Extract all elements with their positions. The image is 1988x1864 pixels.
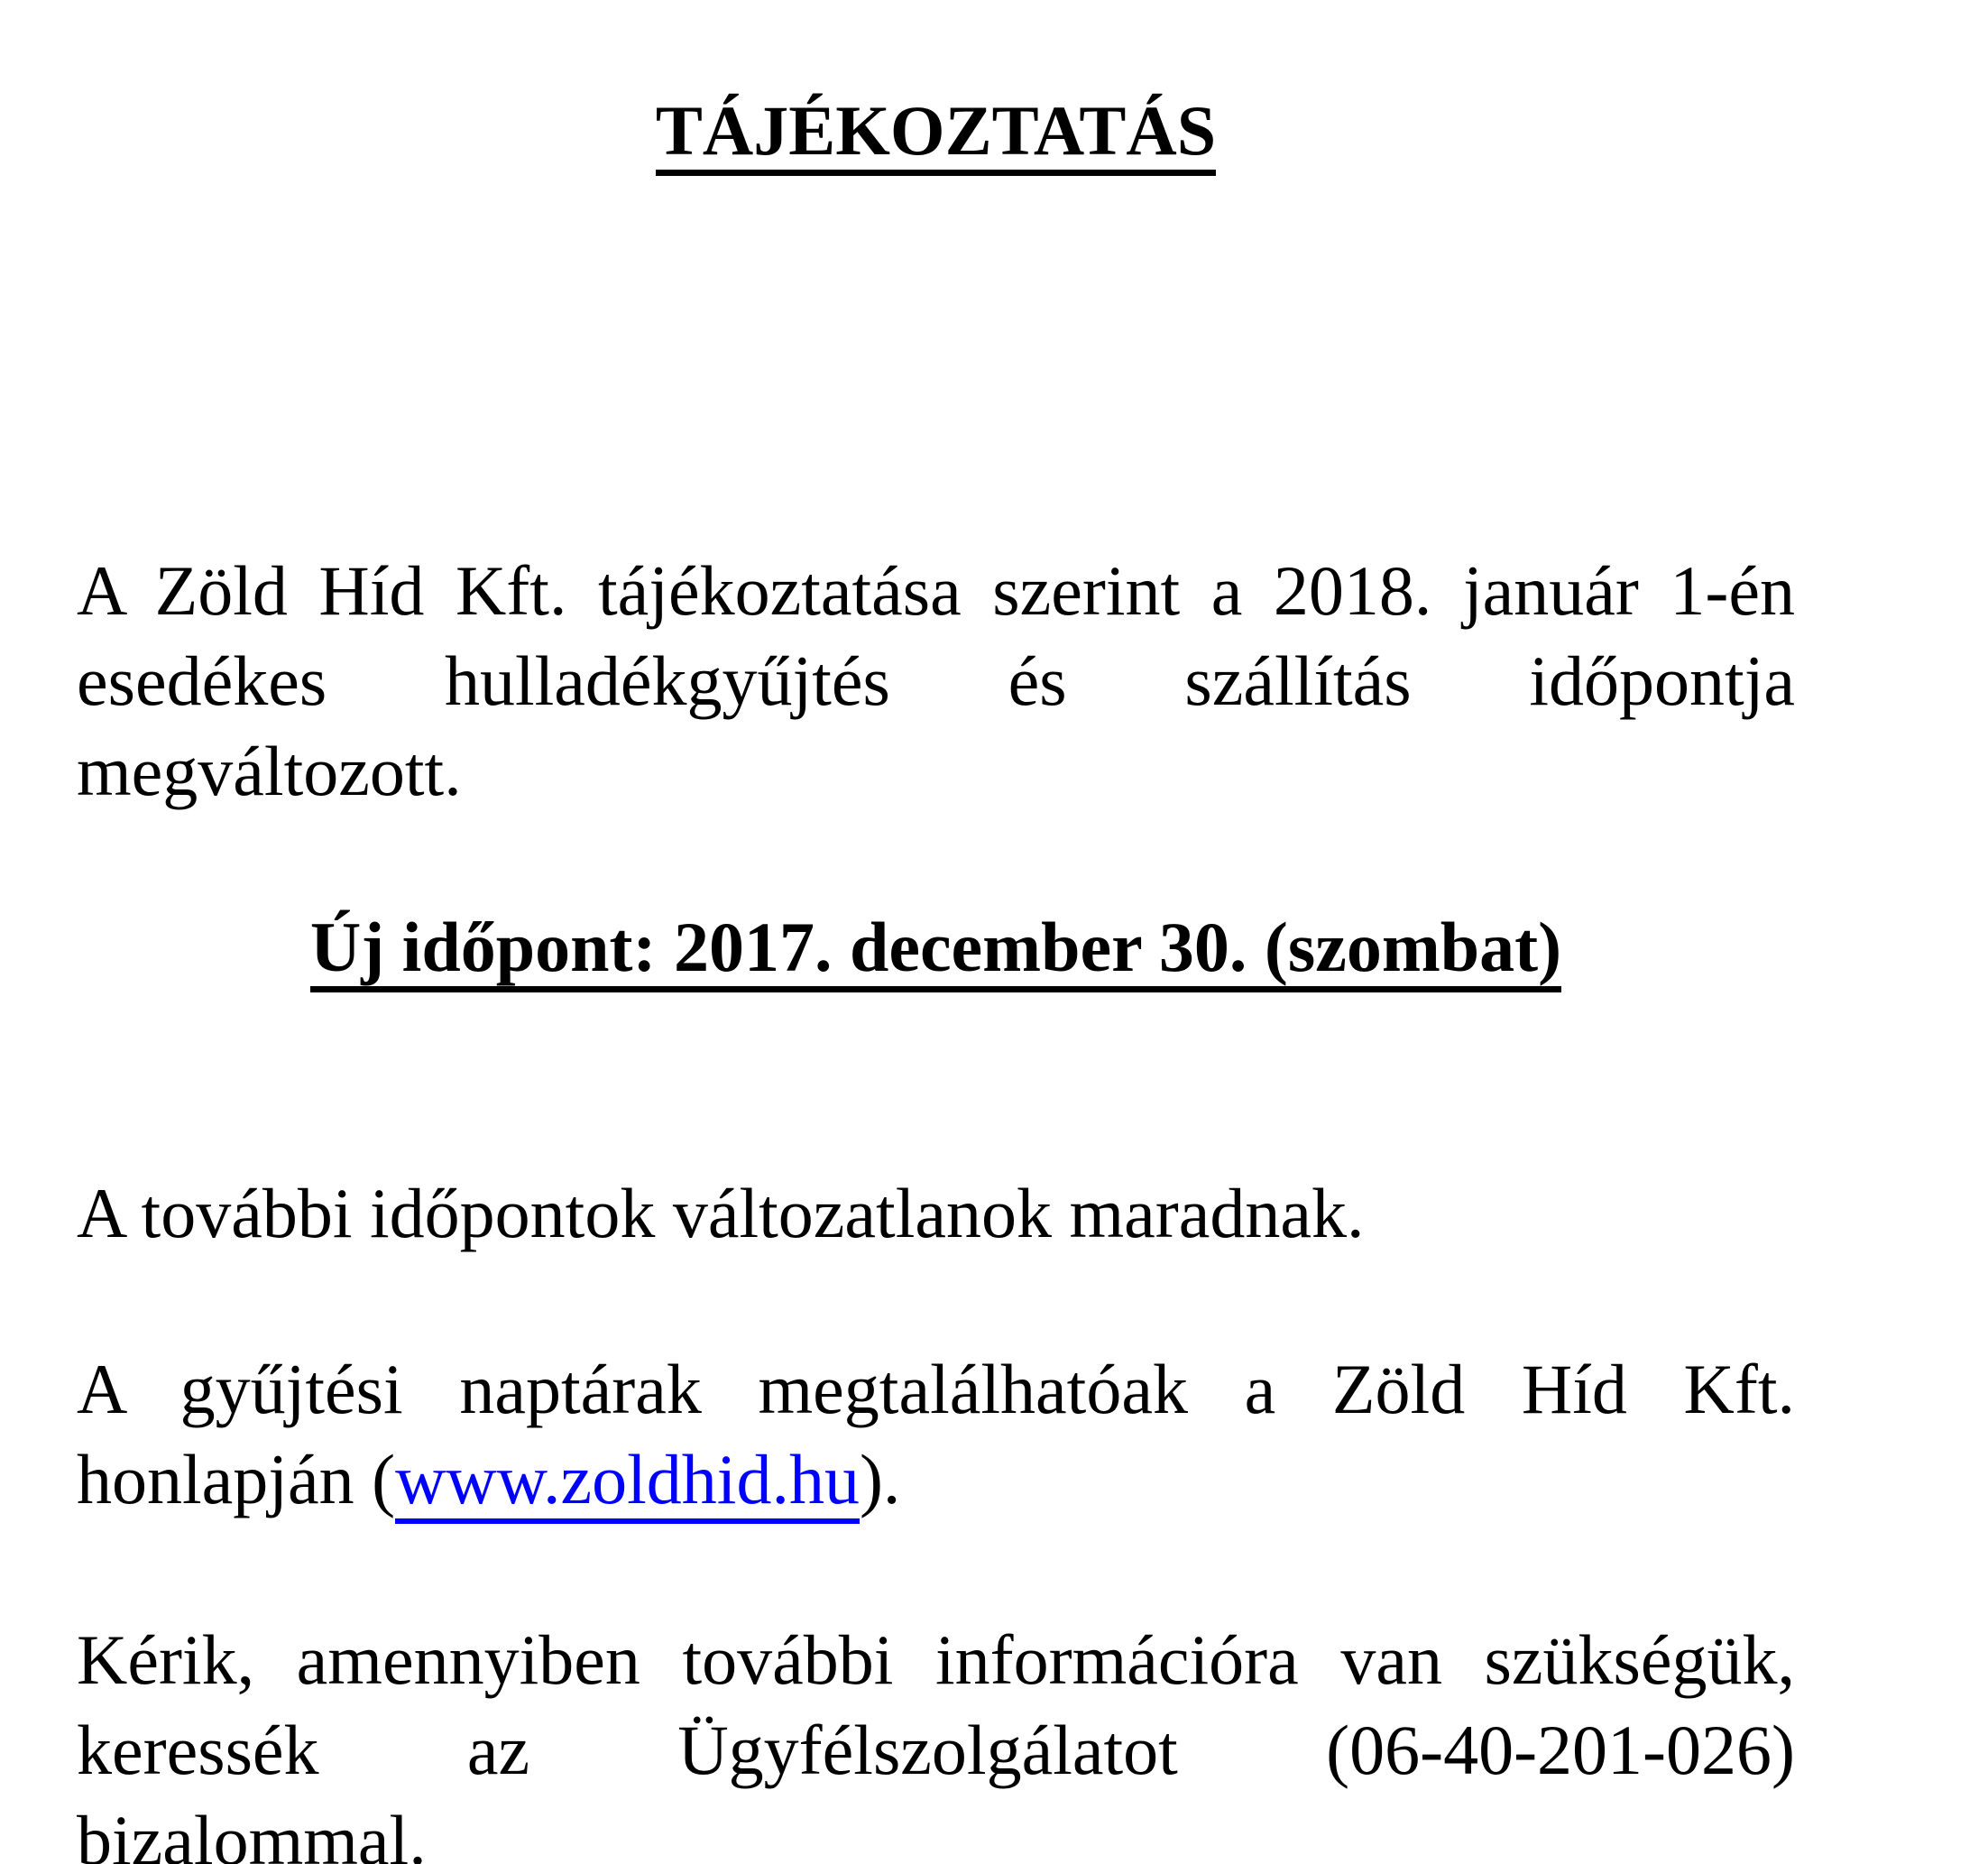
paragraph-calendar	[77, 1344, 1795, 1525]
paragraph-contact-line-2: keressék az Ügyfélszolgálatot (06-40-201-026)	[77, 1711, 1795, 1789]
spacer	[77, 176, 1795, 546]
paragraph-calendar-link-prefix: honlapján (	[77, 1440, 396, 1518]
paragraph-calendar-line-2	[77, 1435, 1795, 1525]
paragraph-notice	[77, 546, 1795, 817]
paragraph-contact	[77, 1615, 1795, 1864]
spacer	[77, 992, 1795, 1168]
paragraph-calendar-link-suffix: ).	[859, 1440, 901, 1518]
paragraph-unchanged: A további időpontok változatlanok maradnak.	[77, 1174, 1365, 1252]
paragraph-contact-line-3: bizalommal.	[77, 1801, 427, 1864]
new-date-heading-row	[77, 902, 1795, 992]
new-date-heading: Új időpont: 2017. december 30. (szombat)	[310, 908, 1561, 992]
document-title-row	[77, 86, 1795, 176]
paragraph-calendar-line-1: A gyűjtési naptárak megtalálhatóak a Zöld Híd Kft.	[77, 1350, 1795, 1428]
paragraph-notice-line-1: A Zöld Híd Kft. tájékoztatása szerint a 2018. január 1-én	[77, 551, 1795, 630]
document-title: TÁJÉKOZTATÁS	[656, 91, 1216, 176]
spacer	[77, 1525, 1795, 1615]
paragraph-notice-line-2: esedékes hulladékgyűjtés és szállítás időpontja	[77, 641, 1795, 720]
paragraph-contact-line-1: Kérik, amennyiben további információra van szükségük,	[77, 1620, 1795, 1699]
spacer	[77, 817, 1795, 902]
paragraph-notice-line-3: megváltozott.	[77, 732, 462, 810]
spacer	[77, 1259, 1795, 1344]
zoldhid-website-link[interactable]: www.zoldhid.hu	[395, 1440, 860, 1524]
